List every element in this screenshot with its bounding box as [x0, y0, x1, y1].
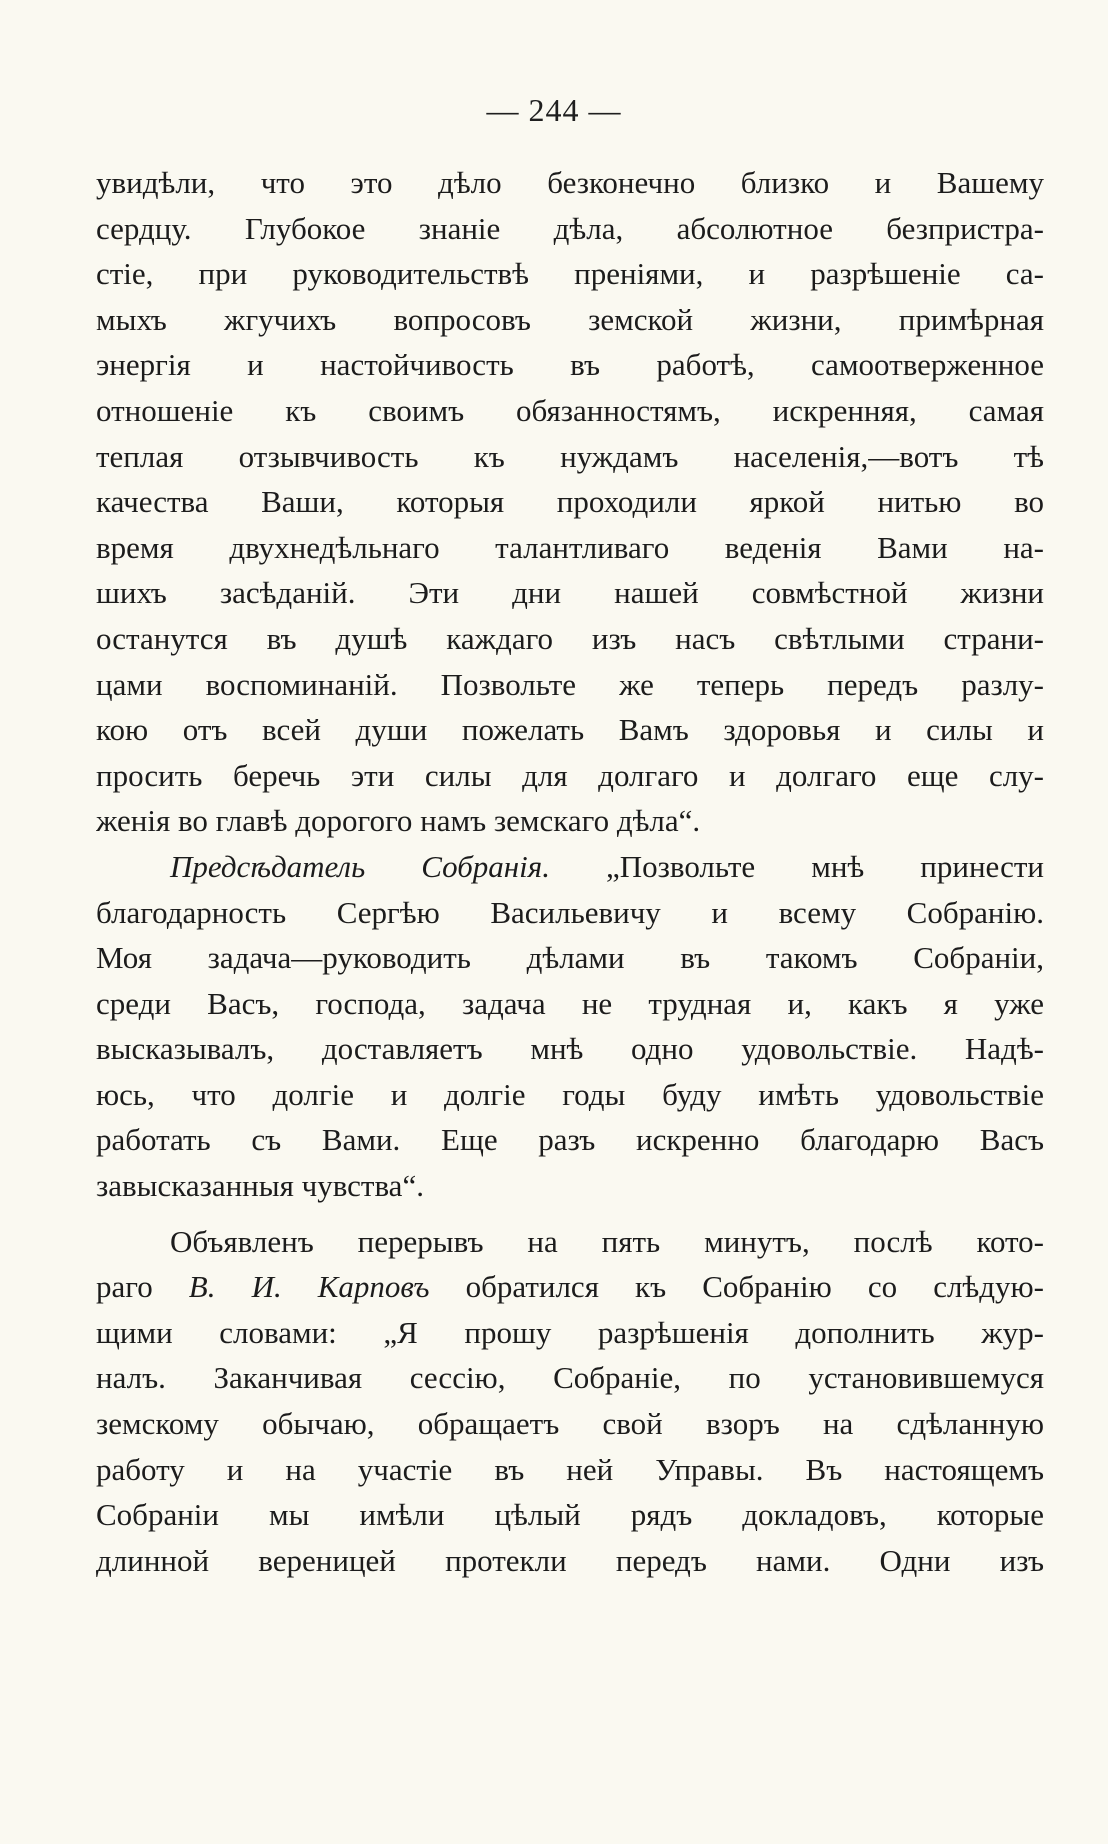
text-line: просить беречь эти силы для долгаго и долгаго еще слу- [96, 757, 1044, 793]
text-line: мыхъ жгучихъ вопросовъ земской жизни, примѣрная [96, 301, 1044, 337]
text-line: юсь, что долгіе и долгіе годы буду имѣть удовольствіе [96, 1076, 1044, 1112]
text-line: женія во главѣ дорогого намъ земскаго дѣла“. [96, 803, 701, 839]
text-line: Моя задача—руководить дѣлами въ такомъ Собраніи, [96, 940, 1044, 976]
speech-first-line [96, 844, 1044, 890]
text-line: время двухнедѣльнаго талантливаго веденія Вами на- [96, 529, 1044, 565]
text-segment: раго [96, 1269, 189, 1305]
text-line-with-name [96, 1264, 1044, 1310]
text-line: увидѣли, что это дѣло безконечно близко и Вашему [96, 165, 1044, 200]
text-line: цами воспоминаній. Позвольте же теперь передъ разлу- [96, 666, 1044, 702]
text-line: шихъ засѣданій. Эти дни нашей совмѣстной жизни [96, 575, 1044, 611]
text-line: энергія и настойчивость въ работѣ, самоотверженное [96, 347, 1044, 383]
text-line: останутся въ душѣ каждаго изъ насъ свѣтлыми страни- [96, 620, 1044, 656]
text-line: теплая отзывчивость къ нуждамъ населенія,—вотъ тѣ [96, 438, 1044, 474]
text-line: земскому обычаю, обращаетъ свой взоръ на сдѣланную [96, 1406, 1044, 1442]
text-line: высказывалъ, доставляетъ мнѣ одно удовольствіе. Надѣ- [96, 1031, 1044, 1067]
text-line: отношеніе къ своимъ обязанностямъ, искренняя, самая [96, 392, 1044, 428]
text-line: налъ. Заканчивая сессію, Собраніе, по установившемуся [96, 1360, 1044, 1396]
text-line: среди Васъ, господа, задача не трудная и, какъ я уже [96, 985, 1044, 1021]
speaker-label: Предсѣдатель Собранія. [170, 848, 550, 884]
text-segment: обратился къ Собранію со слѣдую- [429, 1269, 1044, 1305]
text-line: работать съ Вами. Еще разъ искренно благодарю Васъ [96, 1122, 1044, 1158]
text-line: стіе, при руководительствѣ преніями, и разрѣшеніе са- [96, 256, 1044, 292]
text-line: работу и на участіе въ ней Управы. Въ настоящемъ [96, 1451, 1044, 1487]
text-line: сердцу. Глубокое знаніе дѣла, абсолютное безпристра- [96, 210, 1044, 246]
page-number: — 244 — [486, 92, 622, 128]
text-line: благодарность Сергѣю Васильевичу и всему Собранію. [96, 894, 1044, 930]
text-line: длинной вереницей протекли передъ нами. Одни изъ [96, 1542, 1044, 1578]
text-line: Объявленъ перерывъ на пять минутъ, послѣ кото- [170, 1223, 1044, 1259]
paragraph-gap [96, 1209, 1044, 1219]
text-line: Собраніи мы имѣли цѣлый рядъ докладовъ, которые [96, 1497, 1044, 1533]
speech-start: „Позвольте мнѣ принести [549, 848, 1044, 884]
body-text [96, 160, 1044, 1583]
text-line: завысказанныя чувства“. [96, 1168, 424, 1204]
person-name: В. И. Карповъ [188, 1269, 430, 1305]
text-line: щими словами: „Я прошу разрѣшенія дополнить жур- [96, 1314, 1044, 1350]
text-line: качества Ваши, которыя проходили яркой нитью во [96, 484, 1044, 520]
text-line: кою отъ всей души пожелать Вамъ здоровья и силы и [96, 712, 1044, 748]
